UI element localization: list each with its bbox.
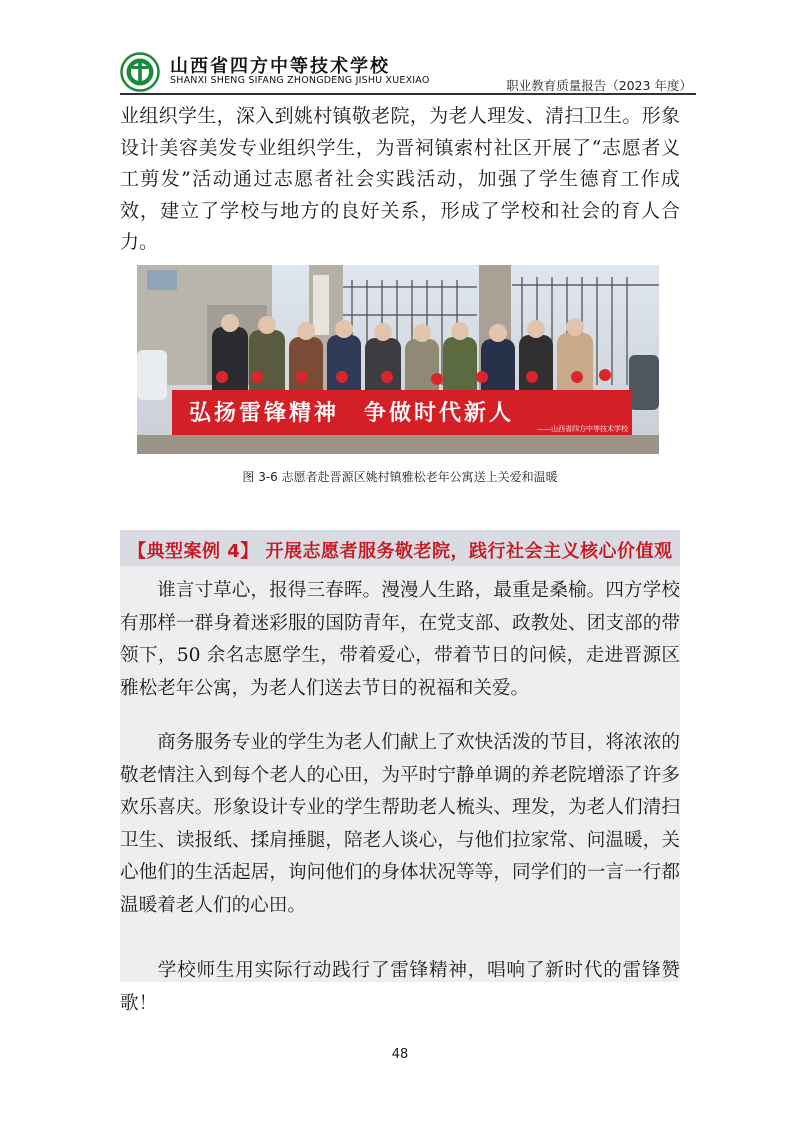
case-paragraph-2: 商务服务专业的学生为老人们献上了欢快活泼的节目，将浓浓的敬老情注入到每个老人的心田，为平时宁静单调的养老院增添了许多欢乐喜庆。形象设计专业的学生帮助老人梳头、理发，为老人们清扫卫生、读报纸、揉肩捶腿，陪老人谈心，与他们拉家常、问温暖，关心他们的生活起居，询问他们的身体状况等等，同学们的一言一行都温暖着老人们的心田。 (120, 732, 680, 916)
figure-caption: 图 3-6 志愿者赴晋源区姚村镇雅松老年公寓送上关爱和温暖 (242, 470, 558, 484)
page-header (120, 48, 698, 94)
report-title: 职业教育质量报告（2023 年度） (506, 78, 692, 93)
banner-slogan: 弘扬雷锋精神 争做时代新人 (189, 401, 515, 426)
case-title: 【典型案例 4】 开展志愿者服务敬老院，践行社会主义核心价值观 (128, 541, 673, 562)
banner-school-name: ——山西省四方中等技术学校 (537, 425, 628, 433)
school-name-pinyin: SHANXI SHENG SIFANG ZHONGDENG JISHU XUEXIAO (170, 75, 430, 86)
school-name: 山西省四方中等技术学校 (170, 56, 390, 77)
page-number: 48 (391, 1047, 409, 1062)
intro-paragraph: 业组织学生，深入到姚村镇敬老院，为老人理发、清扫卫生。形象设计美容美发专业组织学生，为晋祠镇索村社区开展了“志愿者义工剪发”活动通过志愿者社会实践活动，加强了学生德育工作成效，建立了学校与地方的良好关系，形成了学校和社会的育人合力。 (120, 105, 680, 253)
volunteer-group-photo (137, 265, 659, 454)
header-divider (120, 93, 696, 95)
case-paragraph-3: 学校师生用实际行动践行了雷锋精神，唱响了新时代的雷锋赞歌！ (120, 960, 680, 1014)
school-logo-icon (120, 52, 160, 92)
case-paragraph-1: 谁言寸草心，报得三春晖。漫漫人生路，最重是桑榆。四方学校有那样一群身着迷彩服的国防青年，在党支部、政教处、团支部的带领下，50 余名志愿学生，带着爱心，带着节日的问候，走进晋源区雅松老年公寓，为老人们送去节日的祝福和关爱。 (120, 580, 680, 699)
